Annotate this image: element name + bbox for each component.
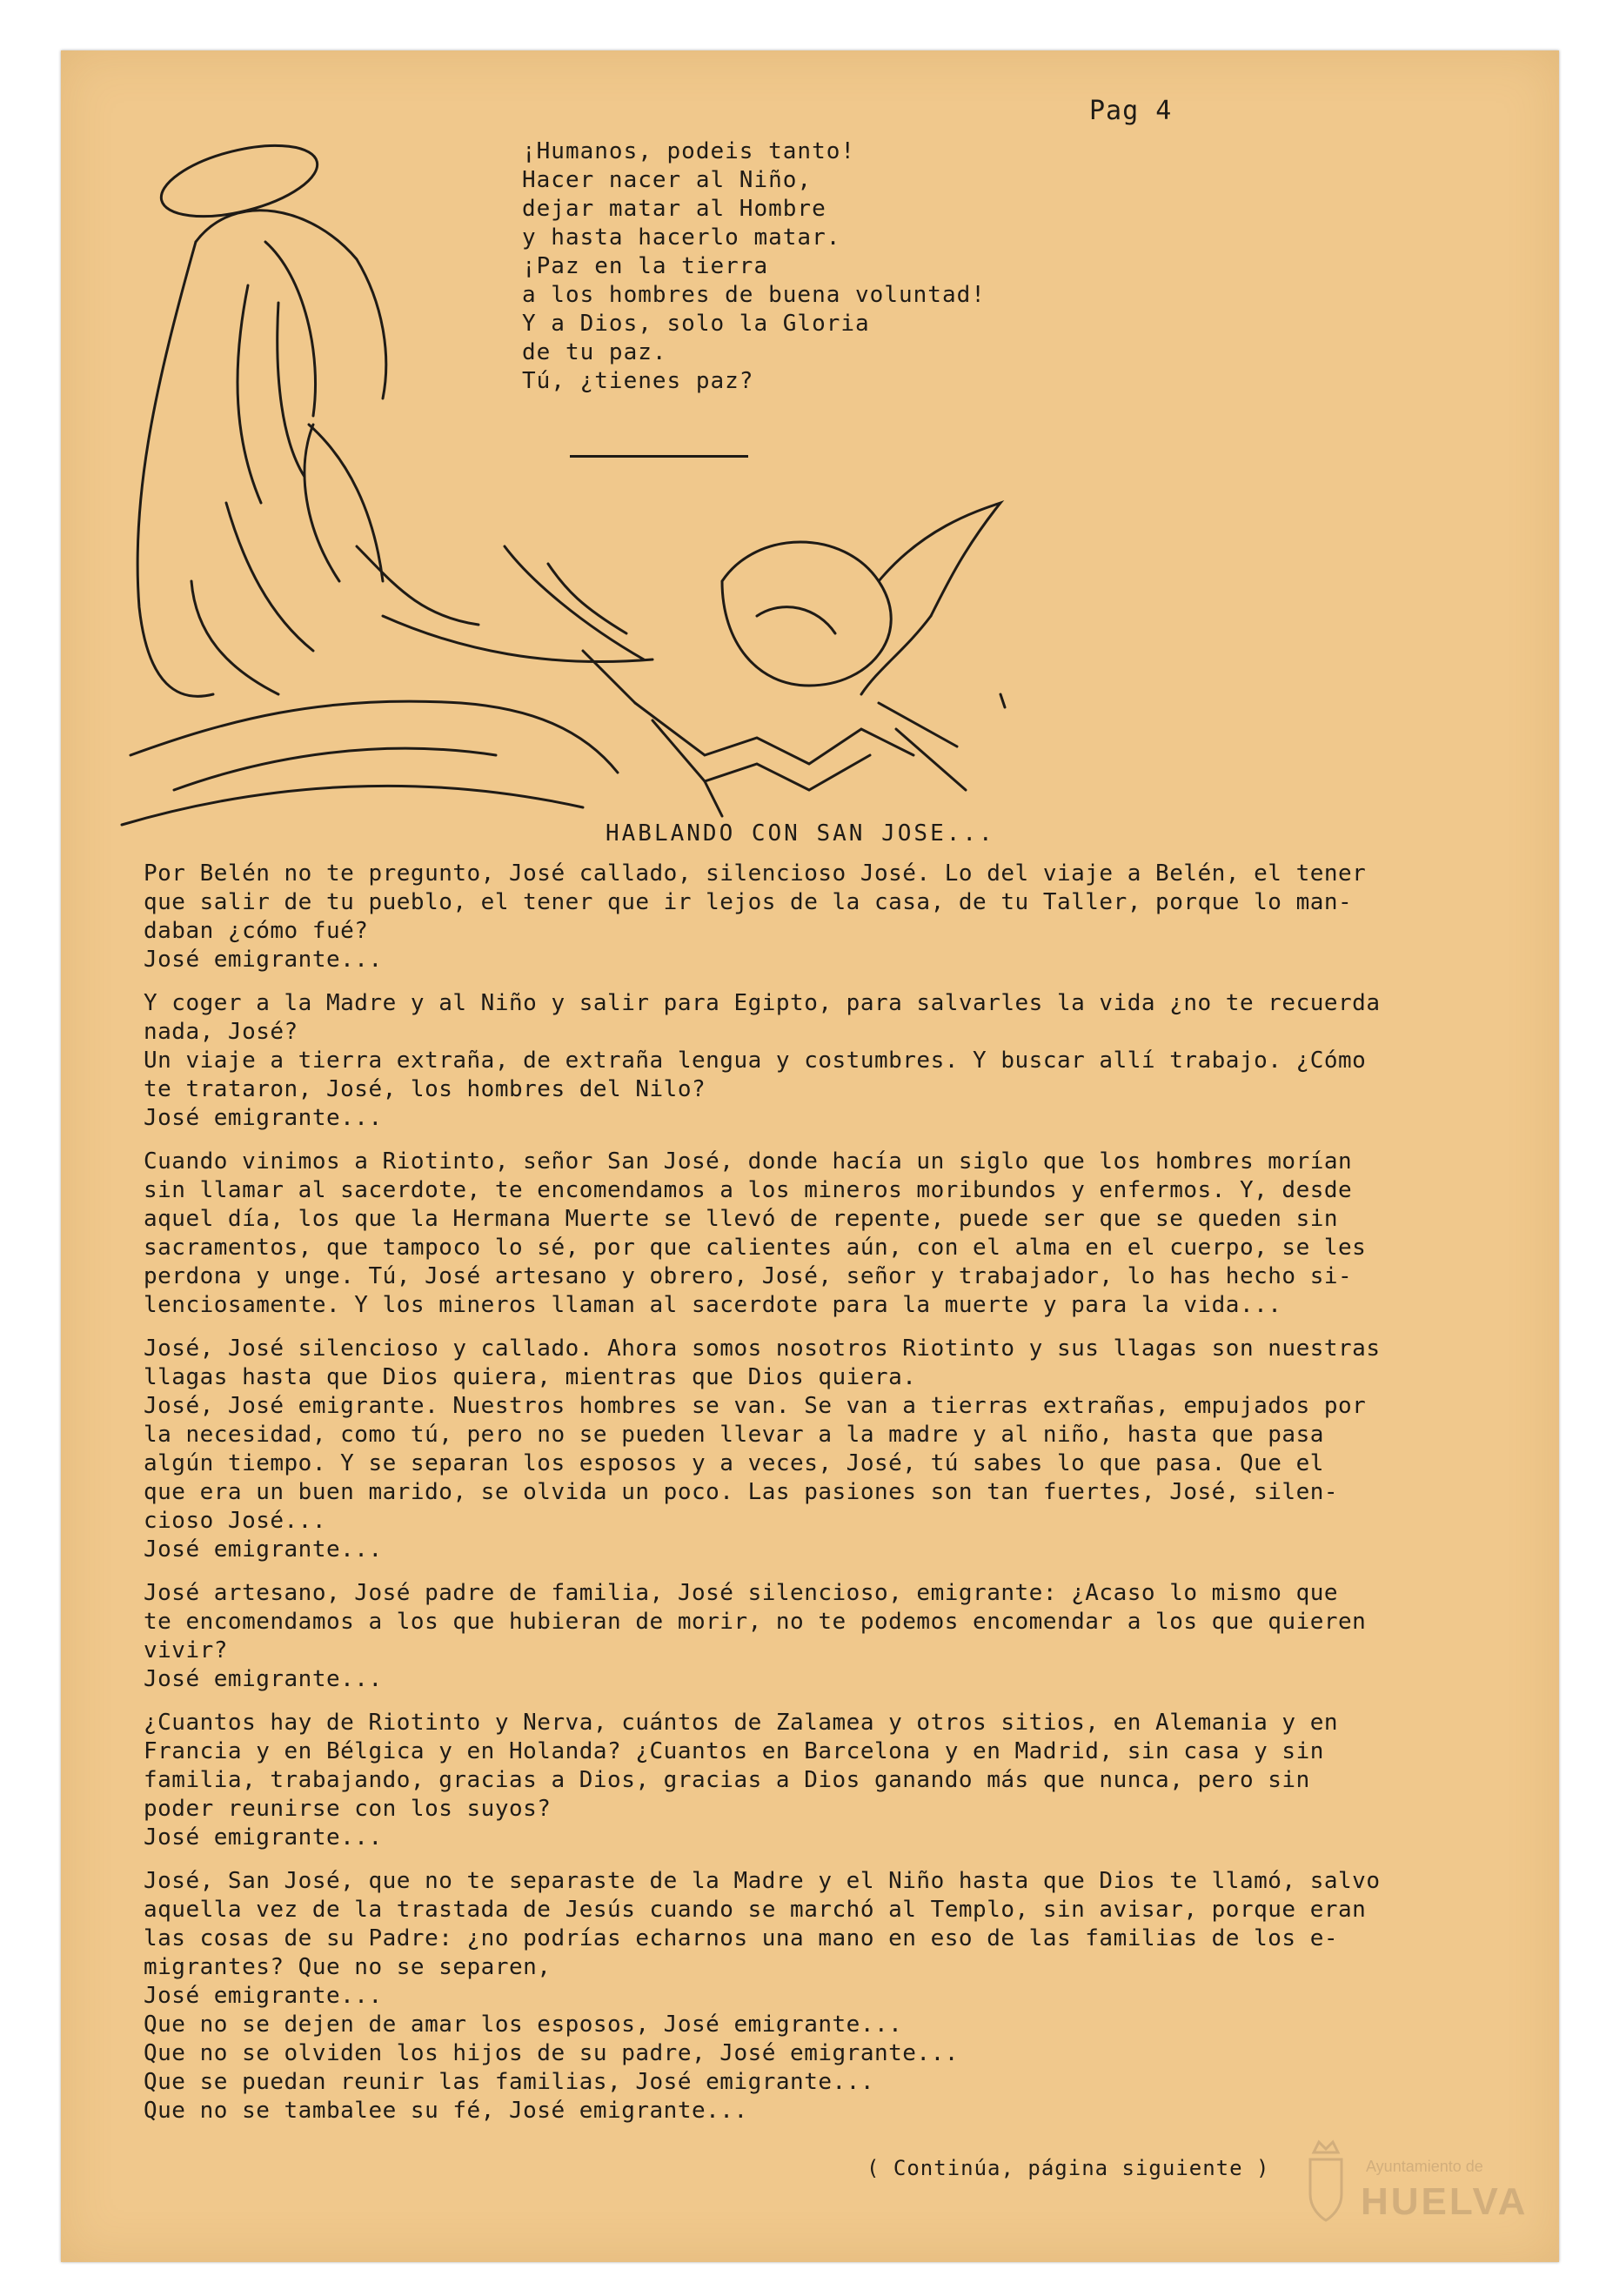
text-line: Cuando vinimos a Riotinto, señor San José, donde hacía un siglo que los hombres morían: [144, 1148, 1353, 1175]
text-line: Y coger a la Madre y al Niño y salir para Egipto, para salvarles la vida ¿no te recuerda: [144, 990, 1381, 1016]
text-line: lenciosamente. Y los mineros llaman al sacerdote para la muerte y para la vida...: [144, 1292, 1282, 1318]
text-line: José, José emigrante. Nuestros hombres se van. Se van a tierras extrañas, empujados por: [144, 1393, 1367, 1419]
text-line: que salir de tu pueblo, el tener que ir lejos de la casa, de tu Taller, porque lo man-: [144, 889, 1353, 915]
text-line: poder reunirse con los suyos?: [144, 1796, 552, 1822]
text-line: migrantes? Que no se separen,: [144, 1954, 552, 1980]
text-line: Un viaje a tierra extraña, de extraña lengua y costumbres. Y buscar allí trabajo. ¿Cómo: [144, 1048, 1367, 1074]
paragraph: [144, 1148, 1496, 1320]
text-line: Que se puedan reunir las familias, José emigrante...: [144, 2069, 874, 2095]
text-line: sacramentos, que tampoco lo sé, por que calientes aún, con el alma en el cuerpo, se les: [144, 1235, 1367, 1261]
paragraph: [144, 860, 1496, 974]
text-line: Por Belén no te pregunto, José callado, silencioso José. Lo del viaje a Belén, el tener: [144, 860, 1367, 887]
paper-sheet: [61, 50, 1559, 2262]
poem-line: de tu paz.: [522, 339, 667, 365]
text-line: Que no se olviden los hijos de su padre, José emigrante...: [144, 2040, 959, 2066]
poem: [522, 137, 986, 396]
text-line: José emigrante...: [144, 1666, 383, 1692]
text-line: perdona y unge. Tú, José artesano y obrero, José, señor y trabajador, lo has hecho si-: [144, 1263, 1353, 1289]
text-line: aquella vez de la trastada de Jesús cuando se marchó al Templo, sin avisar, porque eran: [144, 1897, 1367, 1923]
text-line: Francia y en Bélgica y en Holanda? ¿Cuantos en Barcelona y en Madrid, sin casa y sin: [144, 1738, 1324, 1764]
text-line: José, José silencioso y callado. Ahora somos nosotros Riotinto y sus llagas son nuestras: [144, 1335, 1381, 1362]
poem-line: Hacer nacer al Niño,: [522, 167, 813, 193]
poem-line: dejar matar al Hombre: [522, 196, 826, 222]
text-line: José emigrante...: [144, 1983, 383, 2009]
text-line: te encomendamos a los que hubieran de morir, no te podemos encomendar a los que quieren: [144, 1609, 1367, 1635]
text-line: cioso José...: [144, 1508, 326, 1534]
text-line: José emigrante...: [144, 947, 383, 973]
watermark-line-2: HUELVA: [1361, 2180, 1529, 2223]
text-line: algún tiempo. Y se separan los esposos y a veces, José, tú sabes lo que pasa. Que el: [144, 1450, 1324, 1476]
coat-of-arms-icon: [1302, 2133, 1350, 2229]
text-line: José emigrante...: [144, 1824, 383, 1851]
watermark-line-1: Ayuntamiento de: [1366, 2158, 1483, 2175]
poem-line: ¡Humanos, podeis tanto!: [522, 138, 856, 164]
poem-line: Tú, ¿tienes paz?: [522, 368, 754, 394]
text-line: José, San José, que no te separaste de la Madre y el Niño hasta que Dios te llamó, salvo: [144, 1868, 1381, 1894]
poem-line: a los hombres de buena voluntad!: [522, 282, 986, 308]
paragraph: [144, 1335, 1496, 1564]
section-title: HABLANDO CON SAN JOSE...: [606, 820, 995, 847]
divider-rule: [570, 455, 748, 458]
continuation-note: ( Continúa, página siguiente ): [867, 2156, 1270, 2180]
text-line: nada, José?: [144, 1019, 298, 1045]
text-line: aquel día, los que la Hermana Muerte se llevó de repente, puede ser que se queden sin: [144, 1206, 1339, 1232]
text-line: José emigrante...: [144, 1536, 383, 1563]
poem-line: ¡Paz en la tierra: [522, 253, 769, 279]
body-text: [144, 860, 1496, 2140]
text-line: vivir?: [144, 1637, 228, 1663]
paragraph: [144, 1579, 1496, 1694]
poem-line: Y a Dios, solo la Gloria: [522, 311, 870, 337]
text-line: ¿Cuantos hay de Riotinto y Nerva, cuántos de Zalamea y otros sitios, en Alemania y en: [144, 1710, 1339, 1736]
text-line: Que no se tambalee su fé, José emigrante...: [144, 2098, 748, 2124]
text-line: familia, trabajando, gracias a Dios, gracias a Dios ganando más que nunca, pero sin: [144, 1767, 1310, 1793]
text-line: José artesano, José padre de familia, José silencioso, emigrante: ¿Acaso lo mismo que: [144, 1580, 1339, 1606]
text-line: llagas hasta que Dios quiera, mientras que Dios quiera.: [144, 1364, 917, 1390]
page-number: Pag 4: [1089, 96, 1173, 126]
paragraph: [144, 1709, 1496, 1852]
text-line: sin llamar al sacerdote, te encomendamos a los mineros moribundos y enfermos. Y, desde: [144, 1177, 1353, 1203]
text-line: Que no se dejen de amar los esposos, José emigrante...: [144, 2012, 903, 2038]
text-line: te trataron, José, los hombres del Nilo?: [144, 1076, 706, 1102]
poem-line: y hasta hacerlo matar.: [522, 224, 841, 251]
text-line: daban ¿cómo fué?: [144, 918, 369, 944]
text-line: las cosas de su Padre: ¿no podrías echarnos una mano en eso de las familias de los e-: [144, 1925, 1339, 1951]
paragraph: [144, 1867, 1496, 2125]
text-line: José emigrante...: [144, 1105, 383, 1131]
text-line: la necesidad, como tú, pero no se pueden llevar a la madre y al niño, hasta que pasa: [144, 1422, 1324, 1448]
archive-watermark: [1354, 2133, 1563, 2246]
paragraph: [144, 989, 1496, 1133]
text-line: que era un buen marido, se olvida un poco. Las pasiones son tan fuertes, José, silen-: [144, 1479, 1339, 1505]
